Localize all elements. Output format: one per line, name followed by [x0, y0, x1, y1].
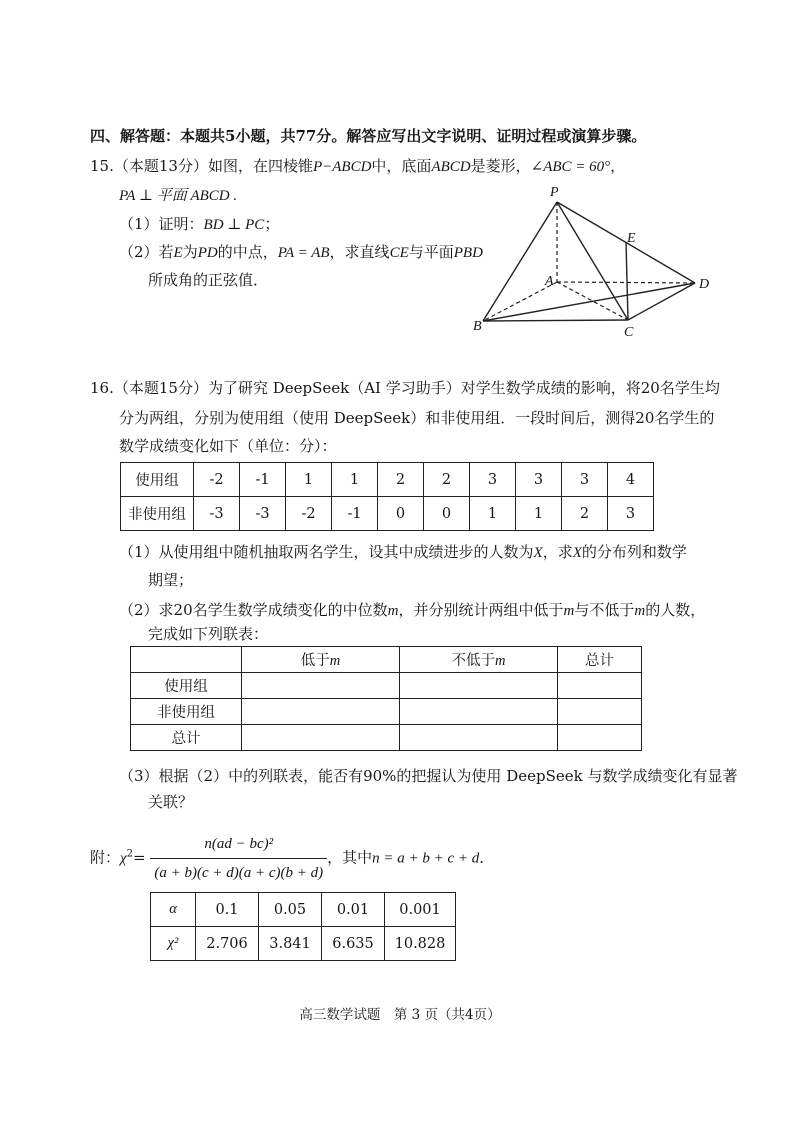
- critical-value-table: [150, 892, 456, 961]
- score-change-table: [120, 462, 654, 531]
- edge-PB: [483, 202, 557, 321]
- q16-part3-line2: 关联？: [148, 793, 194, 811]
- table-row: χ² 2.706 3.841 6.635 10.828: [151, 927, 456, 961]
- q16-part2-line2: 完成如下列联表：: [148, 625, 269, 643]
- page-footer: 高三数学试题 第 3 页（共4页）: [299, 1007, 501, 1023]
- section-header: 四、解答题：本题共5小题，共77分。解答应写出文字说明、证明过程或演算步骤。: [90, 127, 647, 145]
- row-label: 使用组: [121, 463, 194, 497]
- pyramid-figure: [470, 180, 720, 340]
- q16-line3: 数学成绩变化如下（单位：分）：: [119, 437, 337, 455]
- chi-square-fraction: $\frac{\text{n(ad − bc)²}}{(a + b)(c + d)(a + c)(b + d)}$: [150, 832, 327, 885]
- edge-BC: [483, 320, 628, 321]
- edge-BD: [483, 283, 695, 321]
- q15-line2: PA ⊥ 平面 ABCD .: [119, 188, 238, 204]
- edge-PC: [557, 202, 628, 320]
- q16-line1: 16.（本题15分）为了研究 DeepSeek（AI 学习助手）对学生数学成绩的影响，将20名学生均: [90, 379, 720, 397]
- q15-part1: （1）证明：BD ⊥ PC；: [119, 215, 280, 233]
- q15-part2-line2: 所成角的正弦值．: [148, 271, 269, 289]
- q15-points: （本题13分）: [113, 157, 208, 175]
- table-row: 非使用组: [131, 699, 642, 725]
- q16-part2-line1: （2）求20名学生数学成绩变化的中位数m，并分别统计两组中低于m与不低于m的人数，: [119, 601, 706, 619]
- row-label: 非使用组: [121, 497, 194, 531]
- table-row: 使用组 -2 -1 1 1 2 2 3 3 3 4: [121, 463, 654, 497]
- q15-number: 15.: [90, 157, 114, 175]
- q16-part3-line1: （3）根据（2）中的列联表，能否有90%的把握认为使用 DeepSeek 与数学成绩变化有显著: [119, 767, 738, 785]
- label-A: A: [545, 274, 554, 289]
- label-D: D: [699, 277, 710, 292]
- contingency-table: [130, 646, 642, 751]
- edge-AD: [557, 282, 695, 283]
- q15-part2: （2）若E为PD的中点，PA = AB，求直线CE与平面PBD: [119, 243, 483, 261]
- table-row: 使用组: [131, 673, 642, 699]
- q15-line1: 15.（本题13分）如图，在四棱锥P−ABCD中，底面ABCD是菱形，∠ABC = 60°，: [90, 157, 626, 175]
- q16-part1-line1: （1）从使用组中随机抽取两名学生，设其中成绩进步的人数为X，求X的分布列和数学: [119, 543, 687, 561]
- table-row: 非使用组 -3 -3 -2 -1 0 0 1 1 2 3: [121, 497, 654, 531]
- table-row: 低于m 不低于m 总计: [131, 647, 642, 673]
- q16-line2: 分为两组，分别为使用组（使用 DeepSeek）和非使用组．一段时间后，测得20名学生的: [119, 409, 715, 427]
- label-B: B: [473, 319, 482, 334]
- q16-part1-line2: 期望；: [148, 571, 194, 589]
- edge-CE: [626, 242, 628, 320]
- table-row: α 0.1 0.05 0.01 0.001: [151, 893, 456, 927]
- label-C: C: [624, 325, 634, 340]
- appendix-formula: 附：$\chi^2=$ $\frac{\text{n(ad − bc)²}}{(a + b)(c + d)(a + c)(b + d)}$ ，其中n = a + b + c + d．: [90, 832, 494, 885]
- table-row: 总计: [131, 725, 642, 751]
- label-E: E: [627, 231, 636, 246]
- label-P: P: [550, 185, 559, 200]
- q16-number: 16.: [90, 379, 114, 397]
